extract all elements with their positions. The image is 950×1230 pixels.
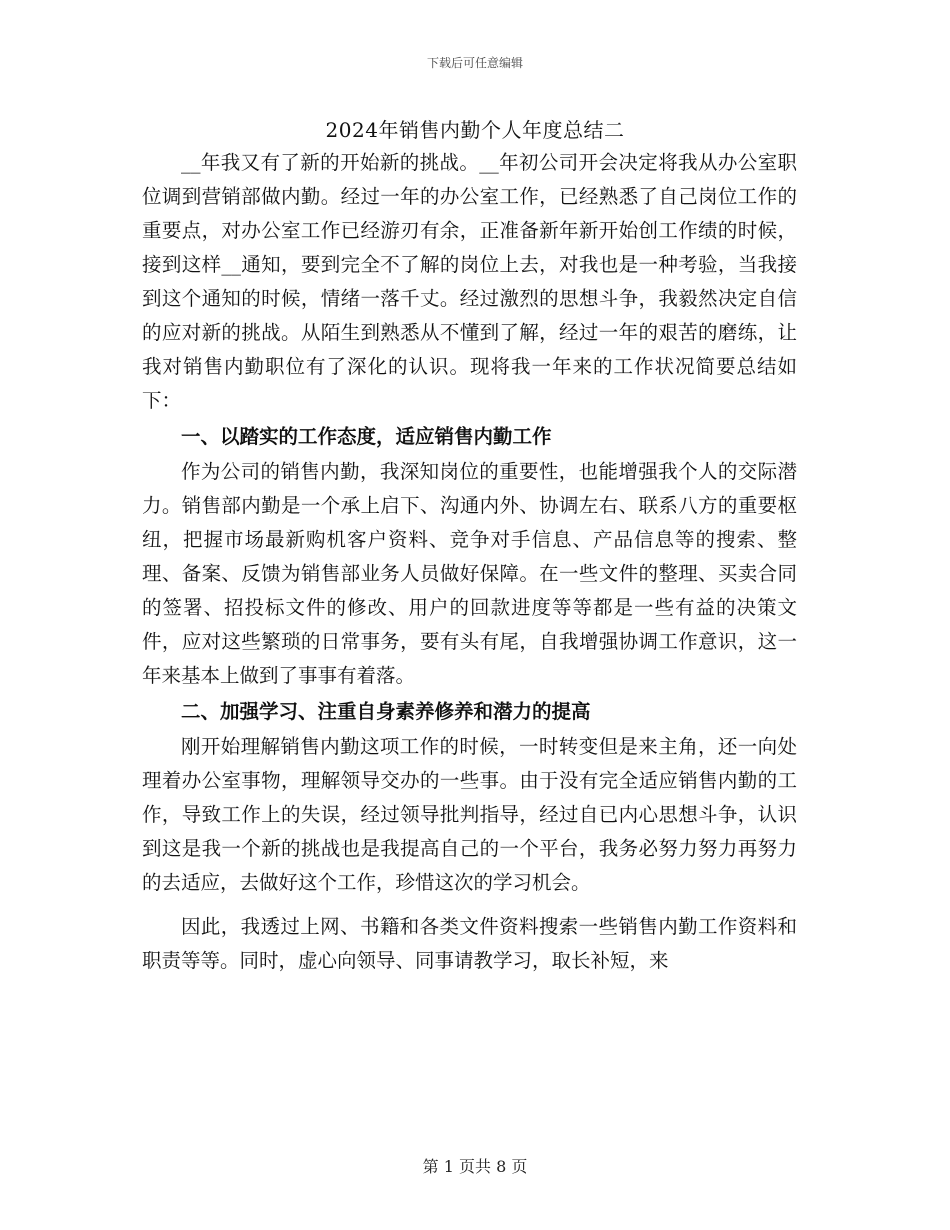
document-title: 2024年销售内勤个人年度总结二 [325, 118, 625, 142]
paragraph-section-2-continued: 因此，我透过上网、书籍和各类文件资料搜索一些销售内勤工作资料和职责等等。同时，虚心向领导、同事请教学习，取长补短，来 [142, 915, 797, 972]
document-body [142, 146, 797, 978]
section-heading-1: 一、以踏实的工作态度，适应销售内勤工作 [181, 425, 552, 448]
page-header-note: 下载后可任意编辑 [426, 56, 523, 70]
paragraph-section-1: 作为公司的销售内勤，我深知岗位的重要性，也能增强我个人的交际潜力。销售部内勤是一个承上启下、沟通内外、协调左右、联系八方的重要枢纽，把握市场最新购机客户资料、竞争对手信息、产品信息等的搜索、整理、备案、反馈为销售部业务人员做好保障。在一些文件的整理、买卖合同的签署、招投标文件的修改、用户的回款进度等等都是一些有益的决策文件，应对这些繁琐的日常事务，要有头有尾，自我增强协调工作意识，这一年来基本上做到了事事有着落。 [142, 460, 797, 687]
paragraph-intro: __年我又有了新的开始新的挑战。__年初公司开会决定将我从办公室职位调到营销部做内勤。经过一年的办公室工作，已经熟悉了自己岗位工作的重要点，对办公室工作已经游刃有余，正准备新年新开始创工作绩的时候，接到这样__通知，要到完全不了解的岗位上去，对我也是一种考验，当我接到这个通知的时候，情绪一落千丈。经过激烈的思想斗争，我毅然决定自信的应对新的挑战。从陌生到熟悉从不懂到了解，经过一年的艰苦的磨练，让我对销售内勤职位有了深化的认识。现将我一年来的工作状况简要总结如下： [142, 151, 797, 412]
page-footer: 第 1 页共 8 页 [422, 1157, 528, 1176]
section-heading-2: 二、加强学习、注重自身素养修养和潜力的提高 [181, 700, 591, 723]
paragraph-section-2: 刚开始理解销售内勤这项工作的时候，一时转变但是来主角，还一向处理着办公室事物，理解领导交办的一些事。由于没有完全适应销售内勤的工作，导致工作上的失误，经过领导批判指导，经过自已内心思想斗争，认识到这是我一个新的挑战也是我提高自己的一个平台，我务必努力努力再努力的去适应，去做好这个工作，珍惜这次的学习机会。 [142, 735, 797, 894]
